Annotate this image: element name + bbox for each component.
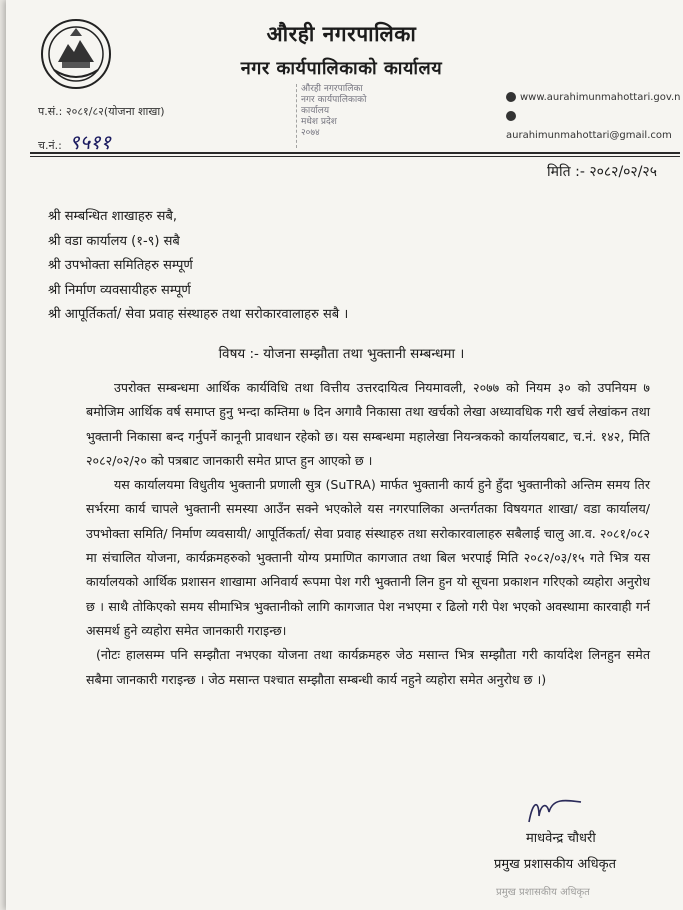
stamp-line: नगर कार्यपालिकाको कार्यालय [301, 95, 367, 116]
signatory-title: प्रमुख प्रशासकीय अधिकृत [494, 857, 617, 872]
note-paragraph: (नोटः हालसम्म पनि सम्झौता नभएका योजना तथा कार्यक्रमहरु जेठ मसान्त भित्र सम्झौता गरी कार्यादेश लिनहुन समेत सबैमा जानकारी गराइन्छ । जेठ मसान्त पश्चात सम्झौता सम्बन्धी कार्य नहुने व्यहोरा समेत अनुरोध छ ।) [86, 647, 650, 687]
recipient-line: श्री आपूर्तिकर्ता/ सेवा प्रवाह संस्थाहरु तथा सरोकारवालाहरु सबै । [48, 307, 349, 322]
website-link[interactable]: www.aurahimunmahottari.gov.n [520, 92, 681, 103]
recipient-line: श्री वडा कार्यालय (१-९) सबै [48, 233, 180, 249]
recipient-line: श्री उपभोक्ता समितिहरु सम्पूर्ण [48, 258, 193, 273]
office-stamp [296, 84, 393, 148]
reference-number: प.सं.: २०८१/८२(योजना शाखा) [38, 105, 165, 118]
recipient-list [48, 205, 348, 328]
signatory-name: माधवेन्द्र चौधरी [526, 831, 596, 846]
letter-date: मिति :- २०८२/०२/२५ [547, 164, 657, 180]
recipient-line: श्री सम्बन्धित शाखाहरु सबै, [48, 209, 178, 224]
contact-info [506, 88, 683, 145]
dispatch-value: ९५११ [69, 130, 111, 154]
recipient-line: श्री निर्माण व्यवसायीहरु सम्पूर्ण [48, 282, 191, 298]
email-row [506, 107, 683, 145]
body-paragraph: उपरोक्त सम्बन्धमा आर्थिक कार्यविधि तथा वित्तीय उत्तरदायित्व नियमावली, २०७७ को नियम ३० को उपनियम ७ बमोजिम आर्थिक वर्ष समाप्त हुनु भन्दा कम्तिमा ७ दिन अगावै निकासा तथा खर्चको लेखा अध्यावधिक गरी खर्च लेखांकन तथा भुक्तानी निकासा बन्द गर्नुपर्ने कानूनी प्रावधान रहेको छ। यस सम्बन्धमा महालेखा नियन्त्रकको कार्यालयबाट, च.नं. १४२, मिति २०८२/०२/२० को पत्रबाट जानकारी समेत प्राप्त हुन आएको छ । [86, 380, 650, 468]
stamp-line: औरही नगरपालिका [301, 84, 363, 94]
dispatch-label: च.नं.: [38, 139, 62, 152]
email-icon [506, 111, 516, 121]
stamp-line: मधेश प्रदेश [301, 117, 337, 127]
office-name: नगर कार्यपालिकाको कार्यालय [240, 58, 443, 79]
dispatch-number [38, 128, 111, 155]
municipality-name: औरही नगरपालिका [266, 22, 417, 46]
website-row [506, 88, 683, 107]
stamp-line: २०७४ [301, 128, 320, 138]
header-divider [30, 152, 680, 154]
subject-line: विषय :- योजना सम्झौता तथा भुक्तानी सम्बन्धमा । [218, 346, 465, 362]
globe-icon [506, 92, 516, 102]
header-divider-thin [30, 156, 680, 157]
body-paragraph: यस कार्यालयमा विधुतीय भुक्तानी प्रणाली सुत्र (SuTRA) मार्फत भुक्तानी कार्य हुने हुँदा भुक्तानीको अन्तिम समय तिर सर्भरमा कार्य चापले भुक्तानी समस्या आउँन सक्ने भएकोले यस नगरपालिका अन्तर्गतका विषयगत शाखा/ वडा कार्यालय/ उपभोक्ता समिति/ निर्माण व्यवसायी/ आपूर्तिकर्ता/ सेवा प्रवाह संस्थाहरु तथा सरोकारवालाहरु सबैलाई चालु आ.व. २०८१/०८२ मा संचालित योजना, कार्यक्रमहरुको भुक्तानी योग्य प्रमाणित कागजात तथा बिल भरपाई मिति २०८२/०३/१५ गते भित्र यस कार्यालयको आर्थिक प्रशासन शाखामा अनिवार्य रूपमा पेश गरी भुक्तानी लिन हुन यो सूचना प्रकाशन गरिएको व्यहोरा अनुरोध छ । साथै तोकिएको समय सीमाभित्र भुक्तानीको लागि कागजात पेश नभएमा र ढिलो गरी पेश भएको अवस्थामा कारवाही गर्न असमर्थ हुने व्यहोरा समेत जानकारी गराइन्छ। [86, 477, 650, 638]
signature-stamp: प्रमुख प्रशासकीय अधिकृत [496, 887, 590, 898]
letter-body [86, 376, 650, 692]
email-link[interactable]: aurahimunmahottari@gmail.com [506, 130, 672, 141]
signature-mark-icon [525, 794, 585, 828]
